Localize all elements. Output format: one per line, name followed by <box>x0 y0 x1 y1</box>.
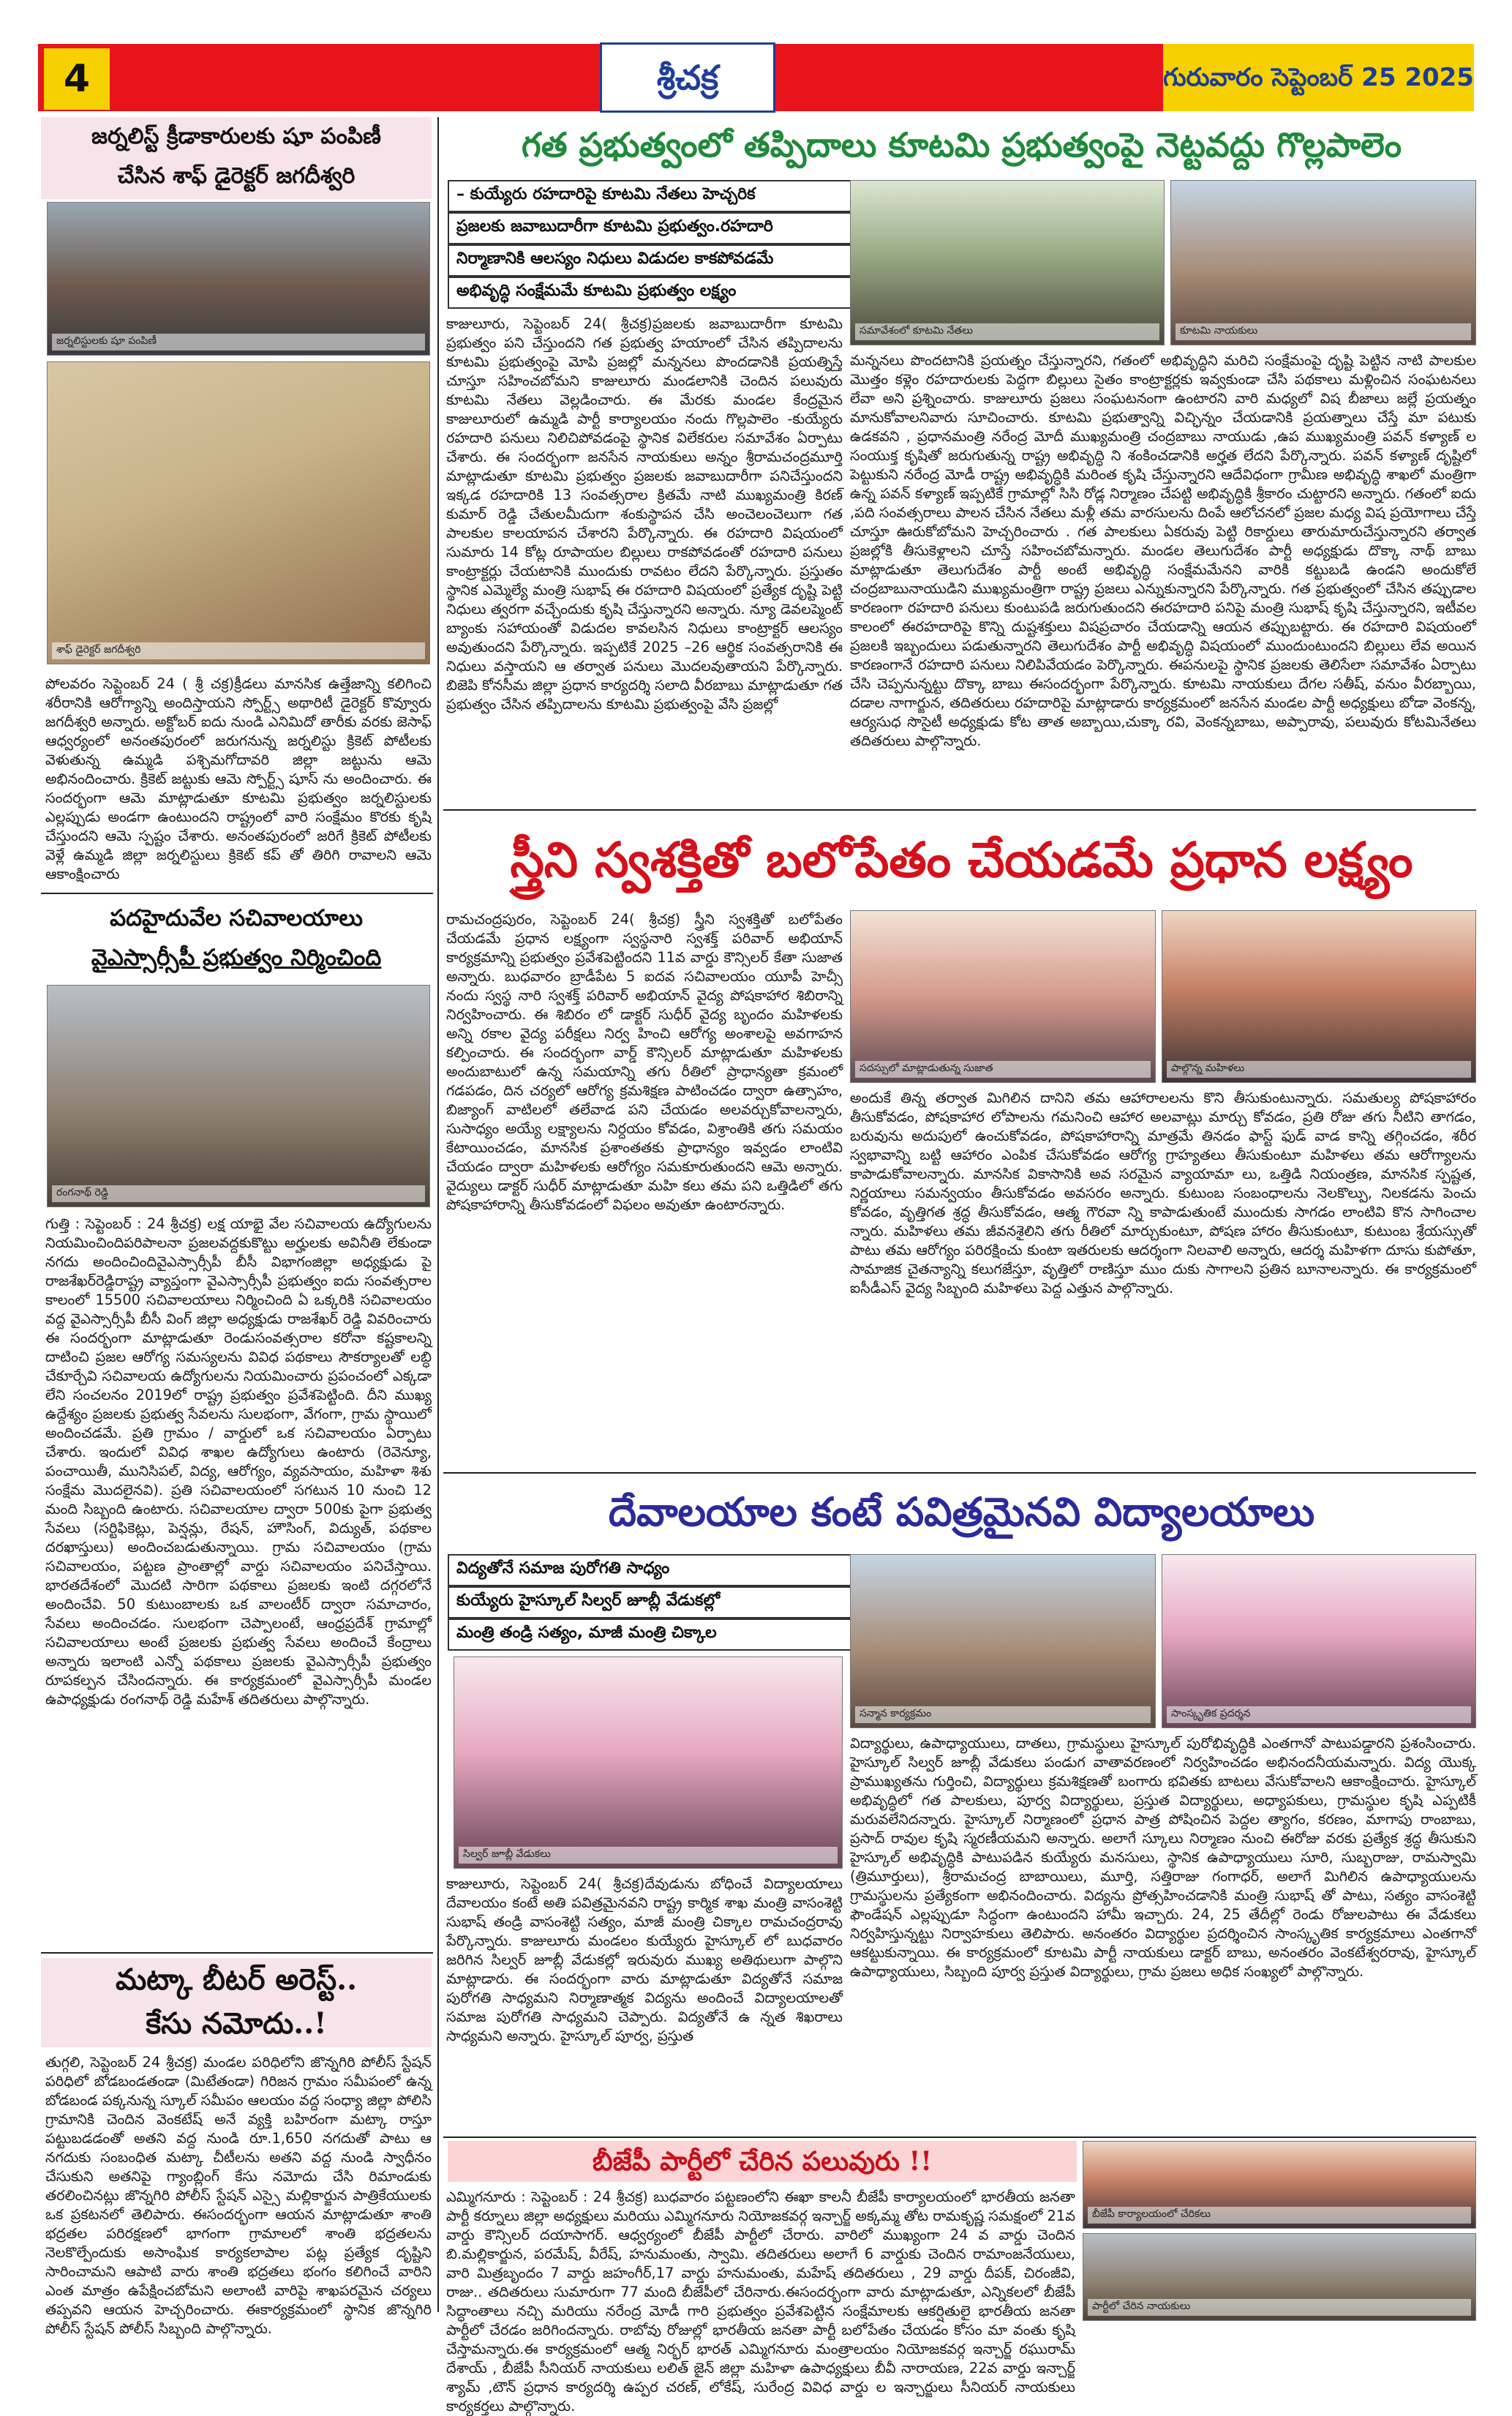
school-sub-1: విద్యతోనే సమాజ పురోగతి సాధ్యం <box>448 1554 860 1586</box>
kutami-headline: గత ప్రభుత్వంలో తప్పిదాలు కూటమి ప్రభుత్వంపై నెట్టవద్దు గొల్లపాలెం <box>521 125 1402 165</box>
issue-date: గురువారం సెప్టెంబర్ 25 2025 <box>1163 44 1474 111</box>
page-number: 4 <box>44 48 110 110</box>
kutami-sub-3: నిర్మాణానికి ఆలస్యం నిధులు విడుదల కాకపోవడమే <box>448 244 860 277</box>
women-body-right: అందుకే తిన్న తర్వాత మిగిలిన దానిని తమ ఆహారాలలను కొని తీసుకుంటున్నారు. సమతుల్య పోషకాహారం తీసుకోవడం, పోషకాహార లోపాలను గమనించి ఆహార అలవాట్లు మార్చు కోవడం, ప్రతి రోజు తగు నీటిని తాగడం, బరువును అదుపులో ఉంచుకోవడం, పోషకాహారాన్ని మాత్రమే తినడం ఫాస్ట్ ఫుడ్ వాడ కాన్ని తగ్గించడం, శరీర స్వభావాన్ని బట్టి ఆహారం ఎంపిక చేసుకోవడం ఆరోగ్య గ్రాహ్యతలు తీసుకుంటూ మహిళలు తమ ఆరోగ్యాలను కాపాడుకోవాలన్నారు. మానసిక వికాసానికి అవ సరమైన వ్యాయామా లు, ఒత్తిడి నియంత్రణ, మానసిక స్పష్టత, నిర్ణయాలు సమన్వయం తీసుకోవడం అవసరం అన్నారు. కుటుంబ సంబంధాలను నెలకొల్పు, నిలకడను పెంచు కోవడం, వృత్తిగత శ్రద్ధ తీసుకోవడం, ఆత్మ గౌరవా న్ని కాపాడుతుంటే ముందుకు సాగడం లాంటివి కొన సాగించాల న్నారు. మహిళలు తమ జీవనశైలిని తగు రీతిలో మార్చుకుంటూ, పోషణ హారం తీసుకుంటూ, కుటుంబ శ్రేయస్సుతో పాటు తమ ఆరోగ్యం పరిరక్షించు కుంటా ఇతరులకు ఆదర్శంగా నిలవాలి అన్నారు, ఆదర్శ మహిళగా దూసు కుపోతూ, సామాజిక చైతన్యాన్ని కలుగజేస్తూ, వృత్తిలో రాణిస్తూ ముం దుకు సాగాలని ప్రతిన బూనాలన్నారు. ఈ కార్యక్రమంలో ఐసీడీఎస్ వైద్య సిబ్బంది మహిళలు పెద్ద ఎత్తున పాల్గొన్నారు. <box>850 1089 1476 1297</box>
section-divider <box>41 1952 433 1954</box>
story3-title-line2: కేసు నమోదు..! <box>146 2006 327 2041</box>
newspaper-logo: శ్రీచక్ర <box>600 42 775 113</box>
school-photo1-caption: సిల్వర్ జూబ్లీ వేడుకలు <box>459 1847 838 1864</box>
section-divider <box>41 893 433 894</box>
story1-title <box>41 117 432 199</box>
kutami-sub-1: – కుయ్యేరు రహదారిపై కూటమి నేతలు హెచ్చరిక <box>448 180 860 212</box>
kutami-subheads <box>448 180 843 309</box>
section-divider <box>443 809 1476 811</box>
school-photo-3 <box>1162 1554 1476 1728</box>
kutami-photo1-caption: సమావేశంలో కూటమి నేతలు <box>855 323 1159 340</box>
women-photo2-caption: పాల్గొన్న మహిళలు <box>1167 1061 1471 1078</box>
story1-photo-presentation <box>47 361 430 664</box>
story2-title <box>41 899 432 979</box>
story2-photo <box>47 985 430 1207</box>
bjp-body: ఎమ్మిగనూరు : సెప్టెంబర్ : 24 శ్రీచక్ర) బుధవారం పట్టణంలోని ఈఖా కాలనీ బీజేపీ కార్యాలయంలో భారతీయ జనతా పార్టీ కర్నూలు జిల్లా అధ్యక్షులు మరియు ఎమ్మిగనూరు నియోజకవర్గ ఇన్చార్జ్ అక్కమ్మ తోట రామకృష్ణ సమక్షంలో 21వ వార్డు కౌన్సిలర్ దయాసాగర్. ఆధ్వర్యంలో బీజేపీ పార్టీలో చేరారు. వారిలో ముఖ్యంగా 24 వ వార్డు చెందిన బి.మల్లికార్జున, పరమేష్, వీరేష్, హనుమంతు, స్వామి. తదితరులు అలాగే 6 వార్డుకు చెందిన రామాంజనేయులు, వారి మిత్రబృందం 7 వార్డు జహంగీర్,17 వార్డు హనుమంతు, మహేష్ తదితరులు , 29 వార్డు దీపక్, చిరంజీవి, రాజు.. తదితరులు సుమారుగా 77 మంది బీజేపీలో చేరినారు.ఈసందర్భంగా వారు మాట్లాడుతూ, ఎన్నికలలో బీజేపీ సిద్ధాంతాలు నచ్చి మరియు నరేంద్ర మోడీ గారి ప్రభుత్వం ప్రవేశపెట్టిన సంక్షేమాలకు ఆకర్షితులై భారతీయ జనతా పార్టీలో చేరడం జరిగిందన్నారు. రాబోవు రోజుల్లో భారతీయ జనతా పార్టీ బలోపేతం చేయడం కోసం మా వంతు కృషి చేస్తామన్నారు.ఈ కార్యక్రమంలో ఆత్మ నిర్భర్ భారత్ ఎమ్మిగనూరు మంత్రాలయం నియోజకవర్గ ఇన్చార్జ్ రఘురామ్ దేశాయ్ , బీజేపీ సీనియర్ నాయకులు లలిత్ జైన్ జిల్లా మహిళా ఉపాధ్యక్షులు బీవీ నారాయణ, 22వ వార్డు ఇన్చార్జ్ శ్యామ్ ,టౌన్ ప్రధాన కార్యదర్శి ఉప్పర చరణ్, లోకేష్, సురేంద్ర వివిధ వార్డు ల ఇన్చార్జులు సీనియర్ నాయకులు కార్యకర్తలు పాల్గొన్నారు. <box>446 2188 1075 2415</box>
story3-title <box>41 1958 432 2047</box>
kutami-body-right: మన్ననలు పొందటానికి ప్రయత్నం చేస్తున్నారని, గతంలో అభివృద్ధిని మరిచి సంక్షేమంపై దృష్టి పెట్టిన నాటి పాలకుల మొత్తం కళ్లెం రహదారులకు పెద్దగా బిల్లులు సైతం కాంట్రాక్టర్లకు ఇవ్వకుండా చేసి పథకాలు మళ్లించిన సంఘటనలు లేవా అని ప్రశ్నించారు. కాజులూరు ప్రజలు సంఘటనంగా ఉంటారని వారి మధ్యలో విష బీజాలు జల్లే ప్రయత్నం మానుకోవాలనివారు సూచించారు. కూటమి ప్రభుత్వాన్ని విచ్ఛిన్నం చేయడానికి ప్రయత్నాలు చేస్తే మా పటుకు ఉడకవని , ప్రధానమంత్రి నరేంద్ర మోదీ ముఖ్యమంత్రి చంద్రబాబు నాయుడు ,ఉప ముఖ్యమంత్రి పవన్ కళ్యాణ్ ల సంయుక్త కృషితో జరుగుతున్న రాష్ట్ర అభివృద్ధి ని శంకించడానికి అర్హత లేదని పేర్కొన్నారు. పవన్ కళ్యాణ్ దృష్టిలో పెట్టుకుని నరేంద్ర మోడీ రాష్ట్ర అభివృద్ధికి మరింత కృషి చేస్తున్నారని ఆదేవిధంగా గ్రామీణ అభివృద్ధి శాఖలో మంత్రిగా ఉన్న పవన్ కళ్యాణ్ ఇప్పటికే గ్రామాల్లో సిసి రోడ్ల నిర్మాణం చేపట్టి అభివృద్ధికి శ్రీకారం చుట్టారని అన్నారు. గతంలో ఐదు ,పది సంవత్సరాలు పాలన చేసిన నేతలు మళ్లీ తమ వారసులను దింపే ఆలోచనలో ప్రజల మధ్య విష ప్రయోగాలు చేస్తే చూస్తూ ఊరుకోబోమని హెచ్చరించారు . గత పాలకులు ఏకరువు పెట్టి రికార్డులు తారుమారుచేస్తున్నారని తర్వాత ప్రజల్లోకి తీసుకెళ్లాలని చూస్తే సహించబోమన్నారు. మండల తెలుగుదేశం పార్టీ అధ్యక్షుడు దొక్కా నాథ్ బాబు మాట్లాడుతూ తెలుగుదేశం పార్టీ అంటే అభివృద్ధి సంక్షేమమేనని వారికి కట్టుబడి ఉండని అందుకోలే చంద్రబాబునాయుడిని ముఖ్యమంత్రిగా రాష్ట్ర ప్రజలు ఎన్నుకున్నారని పేర్కొన్నారు. గత ప్రభుత్వంలో చేసిన తప్పుడాల కారణంగా రహదారి పనులు కుంటుపడి జరుగుతుందని ఈరహదారి పనిపై మంత్రి సుభాష్ కృషి చేస్తున్నారని, ఇటీవల కాలంలో ఈరహదారిపై కొన్ని దుష్టశక్తులు విషప్రచారం చేయడాన్ని ఆయన తప్పుబట్టారు. ఈ రహదారి విషయంలో ప్రజలకి ఇబ్బందులు పడుతున్నారని తెలుగుదేశం పార్టీ అభివృద్ధి విషయంలో ముందుంటుందని బిల్లులు లేవ అయిన కారణంగానే రహదారి పనులు నిలిపివేయడం పెర్కొన్నారు. ఈపనులపై స్థానిక ప్రజలకు తెలిసేలా సమావేశం ఏర్పాటు చేసి చెప్పనున్నట్టు దొక్కా బాబు ఈసందర్భంగా పేర్కొన్నారు. కూటమి నాయకులు దేగల సతీష్, వనుం వీరబ్బాయి, దడాల నాగార్జున, తదితరులు రహదారిపై మాట్లాడారు కార్యక్రమంలో జనసేన మండల పార్టీ అధ్యక్షులు బోడా వెంకన్న, ఆర్యసుధ సొసైటీ అధ్యక్షుడు కోట తాత అబ్బాయి,చుక్కా రవి, వెంకన్నబాబు, అప్పారావు, పలువురు కోటమినేతలు తదితరులు పాల్గొన్నారు. <box>850 352 1476 749</box>
school-body-right: విద్యార్థులు, ఉపాధ్యాయులు, దాతలు, గ్రామస్థులు హైస్కూల్ పురోభివృద్ధికి ఎంతగానో పాటుపడ్డారని ప్రశంసించారు. హైస్కూల్ సిల్వర్ జూబ్లీ వేడుకలు పండుగ వాతావరణంలో నిర్వహించడం అభినందనీయమన్నారు. విద్య యొక్క ప్రాముఖ్యతను గుర్తించి, విద్యార్థులు క్రమశిక్షణతో బంగారు భవితకు బాటలు వేసుకోవాలని ఆకాంక్షించారు. హైస్కూల్ అభివృద్ధిలో గత పాలకులు, పూర్వ విద్యార్థులు, ప్రస్తుత విద్యార్థులు, అధ్యాపకులు, గ్రామస్థుల కృషి ఎప్పటికీ మరువలేనిదన్నారు. హైస్కూల్ నిర్మాణంలో ప్రధాన పాత్ర పోషించిన పెద్దల త్యాగం, కరణం, మాగాపు రాంబాబు, ప్రసాద్ రావుల కృషి స్మరణీయమని అన్నారు. అలాగే స్కూలు నిర్మాణం నుంచి ఈరోజు వరకు ప్రత్యేక శ్రద్ధ తీసుకుని హైస్కూల్ అభివృద్ధికి పాటుపడిన కుయ్యేరు మనసులు, స్థానిక ఉపాధ్యాయులు సూరి, సుబ్బరాజు, రామస్వామి (త్రిమూర్తులు), శ్రీరామచంద్ర బాబాయిలు, మూర్తి, సత్తిరాజు గంగాధర్, అలాగే మిగిలిన ఉపాధ్యాయులను గ్రామస్థులను ప్రత్యేకంగా అభినందించారు. విద్యను ప్రోత్సహించడానికి మంత్రి సుభాష్ తో పాటు, సత్యం వాసంశెట్టి ఫౌండేషన్ ఎల్లప్పుడూ సిద్ధంగా ఉంటుందని హామీ ఇచ్చారు. 24, 25 తేదీల్లో రెండు రోజులపాటు ఈ వేడుకలు నిర్వహిస్తున్నట్టు నిర్వాహకులు తెలిపారు. అనంతరం విద్యార్థుల ప్రదర్శించిన సాంస్కృతిక కార్యక్రమాలు ఎంతగానో ఆకట్టుకున్నాయి. ఈ కార్యక్రమంలో కూటమి పార్టీ నాయకులు డాక్టర్ బాబు, అనంతరం వెంకటేశ్వరరావు, హైస్కూల్ ఉపాధ్యాయులు, సిబ్బంది పూర్వ ప్రస్తుత విద్యార్థులు, గ్రామ ప్రజలు అధిక సంఖ్యలో పాల్గొన్నారు. <box>850 1735 1476 1980</box>
school-sub-3: మంత్రి తండ్రి సత్యం, మాజీ మంత్రి చిక్కాల <box>448 1618 860 1651</box>
kutami-photo-2 <box>1170 180 1476 345</box>
story2-title-line1: పదహైదువేల సచివాలయాలు <box>110 905 363 931</box>
story2-body: గుత్తి : సెప్టెంబర్ : 24 శ్రీచక్ర) లక్ష యాభై వేల సచివాలయ ఉద్యోగులను నియమించిందిపరిపాలనా ప్రజలవద్దకుకొట్టు అర్హులకు అవినీతి లేకుండా నగదు అందించిందివైఎస్సార్సీపీ బీసీ విభాగంజిల్లా అధ్యక్షుడు పై రాజశేఖర్‌రెడ్డిరాష్ట్ర వ్యాప్తంగా వైఎస్సార్సీపీ ప్రభుత్వం ఐదు సంవత్సరాల కాలంలో 15500 సచివాలయాలు నిర్మించింది ఏ ఒక్కరికి సచివాలయం వద్ద వైఎస్సార్సీపీ బీసీ వింగ్ జిల్లా అధ్యక్షుడు రాజశేఖర్ రెడ్డి వివరించారు ఈ సందర్భంగా మాట్లాడుతూ రెండుసంవత్సరాల కరోనా కష్టకాలన్ని దాటించి ప్రజల ఆరోగ్య సమస్యలను వివిధ పథకాలు సౌకర్యాలతో లబ్ధి చేకూర్చేవి సచివాలయ ఉద్యోగులను నియమించారు ప్రపంచంలో ఎక్కడా లేని సంచలనం 2019లో రాష్ట్ర ప్రభుత్వం ప్రవేశపెట్టింది. దీని ముఖ్య ఉద్దేశ్యం ప్రజలకు ప్రభుత్వ సేవలను సులభంగా, వేగంగా, గ్రామ స్థాయిలో అందించడమే. ప్రతి గ్రామం / వార్డులో ఒక సచివాలయం ఏర్పాటు చేశారు. ఇందులో వివిధ శాఖల ఉద్యోగులు ఉంటారు (రెవెన్యూ, పంచాయితీ, మునిసిపల్, విద్య, ఆరోగ్యం, వ్యవసాయం, మహిళా శిశు సంక్షేమ మొదలైనవి). ప్రతి సచివాలయంలో సగటున 10 నుంచి 12 మంది సిబ్బంది ఉంటారు. సచివాలయాల ద్వారా 500కు పైగా ప్రభుత్వ సేవలు (సర్టిఫికెట్లు, పెన్షన్లు, రేషన్, హౌసింగ్, విద్యుత్, పథకాల దరఖాస్తులు) అందించబడుతున్నాయి. గ్రామ సచివాలయం (గ్రామ సచివాలయం, పట్టణ ప్రాంతాల్లో వార్డు సచివాలయం పనిచేస్తాయి. భారతదేశంలో మొదటి సారిగా పథకాలు ప్రజలకు ఇంటి దగ్గరలోనే అందించేవి. 50 కుటుంబాలకు ఒక వాలంటీర్ ద్వారా సమాచారం, సేవలు అందించడం. సులభంగా చెప్పాలంటే, ఆంధ్రప్రదేశ్ గ్రామాల్లో సచివాలయాలు అంటే ప్రజలకు ప్రభుత్వ సేవలు అందించే కేంద్రాలు అన్నారు ఇలాంటి ఎన్నో పథకాలు ప్రజలకు వైఎస్సార్సీపీ ప్రభుత్వం రూపకల్పన చేసిందన్నారు. ఈ కార్యక్రమంలో వైఎస్సార్సీపీ మండల ఉపాధ్యక్షుడు రంగనాథ్ రెడ్డి మహేశ్ తదితరులు పాల్గొన్నారు. <box>45 1215 432 1708</box>
women-headline: స్త్రీని స్వశక్తితో బలోపేతం చేయడమే ప్రధాన లక్ష్యం <box>510 831 1413 888</box>
kutami-body-left: కాజులూరు, సెప్టెంబర్ 24( శ్రీచక్ర)ప్రజలకు జవాబుదారీగా కూటమి ప్రభుత్వం పని చేస్తుందని గత ప్రభుత్వ హయాంలో చేసిన తప్పిదాలను కూటమి ప్రభుత్వంపై మోపి ప్రజల్లో మన్ననలు పొందడానికి ప్రయత్నిస్తే చూస్తూ సహించబోమని కాజులూరు మండలానికి చెందిన పలువురు కూటమి నేతలు వెల్లడించారు. ఈ మేరకు మండల కేంద్రమైన కాజులూరులో ఉమ్మడి పార్టీ కార్యాలయం నందు గొల్లపాలెం -కుయ్యేరు రహదారి పనులు నిలిచిపోవడంపై స్థానిక విలేకరుల సమావేశం ఏర్పాటు చేశారు. ఈ సందర్భంగా జనసేన నాయకులు అన్నం శ్రీరామచంద్రమూర్తి మాట్లాడుతూ కూటమి ప్రభుత్వం ప్రజలకు జవాబుదారీగా పనిచేస్తుందని ఇక్కడ రహదారికి 13 సంవత్సరాల క్రితమే నాటి ముఖ్యమంత్రి కిరణ్ కుమార్ రెడ్డి చేతులమీదుగా శంకుస్థాపన చేసి అంచెలంచెలుగా గత పాలకుల కాలయాపన చేశారని పేర్కొన్నారు. ఈ రహదారి విషయంలో సుమారు 14 కోట్ల రూపాయల బిల్లులు రాకపోవడంతో రహదారి పనులు కాంట్రాక్టర్లు చేయటానికి ముందుకు రావటం లేదని పేర్కొన్నారు. ప్రస్తుతం స్థానిక ఎమ్మెల్యే మంత్రి సుభాష్ ఈ రహదారి విషయంలో ప్రత్యేక దృష్టి పెట్టి నిధులు త్వరగా వచ్చేందుకు కృషి చేస్తున్నారని అన్నారు. న్యూ డెవలప్మెంట్ బ్యాంకు సహాయంతో విడుదల కావలసిన నిధులు కాంట్రాక్టర్ ఆలస్యం అవుతుందని పేర్కొన్నారు. ఇప్పటికే 2025 –26 ఆర్థిక సంవత్సరానికి ఈ నిధులు వస్తాయని ఆ తర్వాత పనులు మొదలవుతాయని పేర్కొన్నారు. బిజెపి కోనసీమ జిల్లా ప్రధాన కార్యదర్శి సలాది వీరబాబు మాట్లాడుతూ గత ప్రభుత్వం చేసిన తప్పిదాలను కూటమి ప్రభుత్వంపై వేసి ప్రజల్లో <box>446 315 843 713</box>
women-body-left: రామచంద్రపురం, సెప్టెంబర్ 24( శ్రీచక్ర) స్త్రీని స్వశక్తితో బలోపేతం చేయడమే ప్రధాన లక్ష్యంగా స్వస్థనారి స్వశక్త్ పరివార్ అభియాన్ కార్యక్రమాన్ని ప్రభుత్వం ప్రవేశపెట్టిందని 11వ వార్డు కౌన్సిలర్ కేతా సుజాత అన్నారు. బుధవారం బ్రాడీపేట 5 ఐదవ సచివాలయం యూపీ హెచ్సీ నందు స్వస్థ నారి స్వశక్త్ పరివార్ అభియాన్ వైద్య పోషకాహార శిబిరాన్ని నిర్వహించారు. ఈ శిబిరం లో డాక్టర్ సుధీర్ వైద్య బృందం మహిళలకు అన్ని రకాల వైద్య పరీక్షలు నిర్వ హించి ఆరోగ్య అంశాలపై అవగాహన కల్పించారు. ఈ సందర్భంగా వార్డ్ కౌన్సిలర్ మాట్లాడుతూ మహిళలకు అందుబాటులో ఉన్న సమయాన్ని తగు రీతిలో ప్రాధాన్యతా క్రమంలో గడపడం, దిన చర్యలో ఆరోగ్య క్రమశిక్షణ పాటించడం ద్వారా ఉత్సాహం, బిజ్యాంగ్ వాటిలలో తలేవాడ పని చేయడం అలవర్చుకోవాలన్నారు, సుసాధ్యం అయ్యే లక్ష్యాలను నిర్దయం కోవడం, విశ్రాంతికి తగు సమయం కేటాయించడం, మానసిక ప్రశాంతతకు ప్రాధాన్యం ఇవ్వడం లాంటివి చేయడం ద్వారా మహిళలకు ఆరోగ్యం సమకూరుతుందని ఆమె అన్నారు. వైద్యులు డాక్టర్ సుధీర్ మాట్లాడుతూ మహి కలు తమ పని ఒత్తిడిలో తగు పోషకాహారాన్ని తీసుకోవడంలో విఫలం అవుతూ ఉంటారన్నారు. <box>446 911 843 1213</box>
school-photo-1 <box>454 1657 843 1869</box>
bjp-photo1-caption: బీజేపీ కార్యాలయంలో చేరికలు <box>1088 2207 1471 2224</box>
bjp-photo2-caption: పార్టీలో చేరిన నాయకులు <box>1088 2299 1471 2316</box>
bjp-photo-1 <box>1083 2141 1476 2229</box>
bjp-photo-2 <box>1083 2233 1476 2321</box>
story1-title-line2: చేసిన శాఫ్ డైరెక్టర్ జగదీశ్వరి <box>117 163 356 189</box>
section-divider <box>443 2136 1476 2138</box>
story1-photo1-caption: జర్నలిస్టులకు షూ పంపిణీ <box>52 334 425 350</box>
kutami-sub-2: ప్రజలకు జవాబుదారీగా కూటమి ప్రభుత్వం.రహదారి <box>448 212 860 244</box>
kutami-photo-1 <box>850 180 1165 345</box>
school-photo3-caption: సాంస్కృతిక ప్రదర్శన <box>1167 1706 1471 1723</box>
story2-photo-caption: రంగనాథ్ రెడ్డి <box>52 1185 425 1202</box>
story1-photo-group <box>47 202 430 356</box>
story2-title-line2: వైఎస్సార్సీపీ ప్రభుత్వం నిర్మించింది <box>91 945 382 971</box>
school-headline: దేవాలయాల కంటే పవిత్రమైనవి విద్యాలయాలు <box>608 1488 1315 1535</box>
kutami-photo2-caption: కూటమి నాయకులు <box>1176 323 1471 340</box>
school-photo2-caption: సన్మాన కార్యక్రమం <box>855 1706 1151 1723</box>
kutami-sub-4: అభివృద్ధి సంక్షేమమే కూటమి ప్రభుత్వం లక్ష్యం <box>448 277 860 309</box>
school-body-left: కాజులూరు, సెప్టెంబర్ 24( శ్రీచక్ర)దేవుడును బోధించే విద్యాలయాలు దేవాలయం కంటే అతి పవిత్రమైనవని రాష్ట్ర కార్మిక శాఖ మంత్రి వాసంశెట్టి సుభాష్ తండ్రి వాసంశెట్టి సత్యం, మాజీ మంత్రి చిక్కాల రామచంద్రరావు పేర్కొన్నారు. కాజులూరు మండలం కుయ్యేరు హైస్కూల్ లో బుధవారం జరిగిన సిల్వర్ జూబ్లీ వేడుకల్లో ఇరువురు ముఖ్య అతిథులుగా పాల్గొని మాట్లాడారు. ఈ సందర్భంగా వారు మాట్లాడుతూ విద్యతోనే సమాజ పురోగతి సాధ్యమని నిర్మాణాత్మక విద్యను అందించే విద్యాలయాలతో సమాజ పురోగతి సాధ్యమని చెప్పారు. విద్యతోనే ఉ న్నత శిఖరాలు సాధ్యమని అన్నారు. హైస్కూల్ పూర్వ, ప్రస్తుత <box>446 1875 843 2044</box>
school-sub-2: కుయ్యేరు హైస్కూల్ సిల్వర్ జూబ్లీ వేడుకల్లో <box>448 1586 860 1618</box>
story3-title-line1: మట్కా బీటర్ అరెస్ట్.. <box>115 1962 358 1997</box>
story1-title-line1: జర్నలిస్ట్ క్రీడాకారులకు షూ పంపిణీ <box>91 124 381 149</box>
women-photo-1 <box>850 910 1156 1083</box>
story1-body: పోలవరం సెప్టెంబర్ 24 ( శ్రీ చక్ర)క్రీడలు మానసిక ఉత్తేజాన్ని కలిగించి శరీరానికి ఆరోగ్యాన్ని అందిస్తాయని స్పోర్ట్స్ అథారిటీ డైరెక్టర్ కొవ్వూరు జగదీశ్వరి అన్నారు. అక్టోబర్ ఐదు నుండి ఎనిమిదో తారీకు వరకు జెసాఫ్ ఆధ్వర్యంలో అనంతపురంలో జరుగనున్న జర్నలిస్టు క్రికెట్ పోటీలకు వెళుతున్న ఉమ్మడి పశ్చిమగోదావరి జిల్లా జట్టును ఆమె అభినందించారు. క్రికెట్ జట్టుకు ఆమె స్పోర్ట్స్ షూస్ ను అందించారు. ఈ సందర్భంగా ఆమె మాట్లాడుతూ కూటమి ప్రభుత్వం జర్నలిస్టులకు ఎల్లప్పుడు అండగా ఉంటుందని రాష్ట్రంలో వారి సంక్షేమం కొరకు కృషి చేస్తుందని ఆమె స్పష్టం చేశారు. అనంతపురంలో జరిగే క్రికెట్ పోటీలకు వెళ్లే ఉమ్మడి జిల్లా జర్నలిస్టులు క్రికెట్ కప్ తో తిరిగి రావాలని ఆమె ఆకాంక్షించారు <box>45 675 432 882</box>
school-subheads <box>448 1554 843 1651</box>
bjp-headline: బీజేపీ పార్టీలో చేరిన పలువురు !! <box>448 2141 1077 2182</box>
section-divider <box>443 1472 1476 1474</box>
women-photo1-caption: సదస్సులో మాట్లాడుతున్న సుజాత <box>855 1061 1151 1078</box>
school-photo-2 <box>850 1554 1156 1728</box>
story1-photo2-caption: శాఫ్ డైరెక్టర్ జగదీశ్వరి <box>52 642 425 659</box>
women-photo-2 <box>1162 910 1476 1083</box>
column-divider <box>437 117 439 2312</box>
story3-body: తుగ్గలి, సెప్టెంబర్ 24 శ్రీచక్ర) మండల పరిధిలోని జొన్నగిరి పోలీస్ స్టేషన్ పరిధిలో బోడబండతండా (మిటేతండా) గిరిజన గ్రామం సమీపంలో ఉన్న బోడబండ పక్కనున్న స్కూల్ సమీపం ఆలయం వద్ద సంధ్యా జిల్లా పోలిసి గ్రామానికి చెందిన వెంకటేష్ అనే వ్యక్తి బహిరంగా మట్కా రాస్తూ పట్టుబడడంతో అతని వద్ద నుండి రూ.1,650 నగదుతో పాటు ఆ నగదుకు సంబంధిత మట్కా చీటీలను అతని వద్ద నుండి స్వాధీనం చేసుకుని అతనిపై గ్యాంబ్లింగ్ కేసు నమోదు చేసి రిమాండుకు తరలించినట్లు జొన్నగిరి పోలీస్ స్టేషన్ ఎస్సై మల్లికార్జున పాత్రికేయులకు ఒక ప్రకటనలో తెలిపారు. ఈసందర్భంగా ఆయన మాట్లాడుతూ శాంతి భద్రతల పరిరక్షణలో భాగంగా గ్రామాలలో శాంతి భద్రతలను నెలకొల్పేందుకు అసాంఘిక కార్యకలాపాల పట్ల ప్రత్యేక దృష్టిని సారించామని ఆపాటి వారు శాంతి భద్రతలు భంగం కలిగించే వారిని ఎంత మాత్రం ఉపేక్షించబోమని అలాంటి వారిపై శాఖపరమైన చర్యలు తప్పవని ఆయన హెచ్చరించారు. ఈకార్యక్రమంలో స్థానిక జొన్నగిరి పోలీస్ స్టేషన్ పోలీస్ సిబ్బంది పాల్గొన్నారు. <box>45 2054 432 2337</box>
